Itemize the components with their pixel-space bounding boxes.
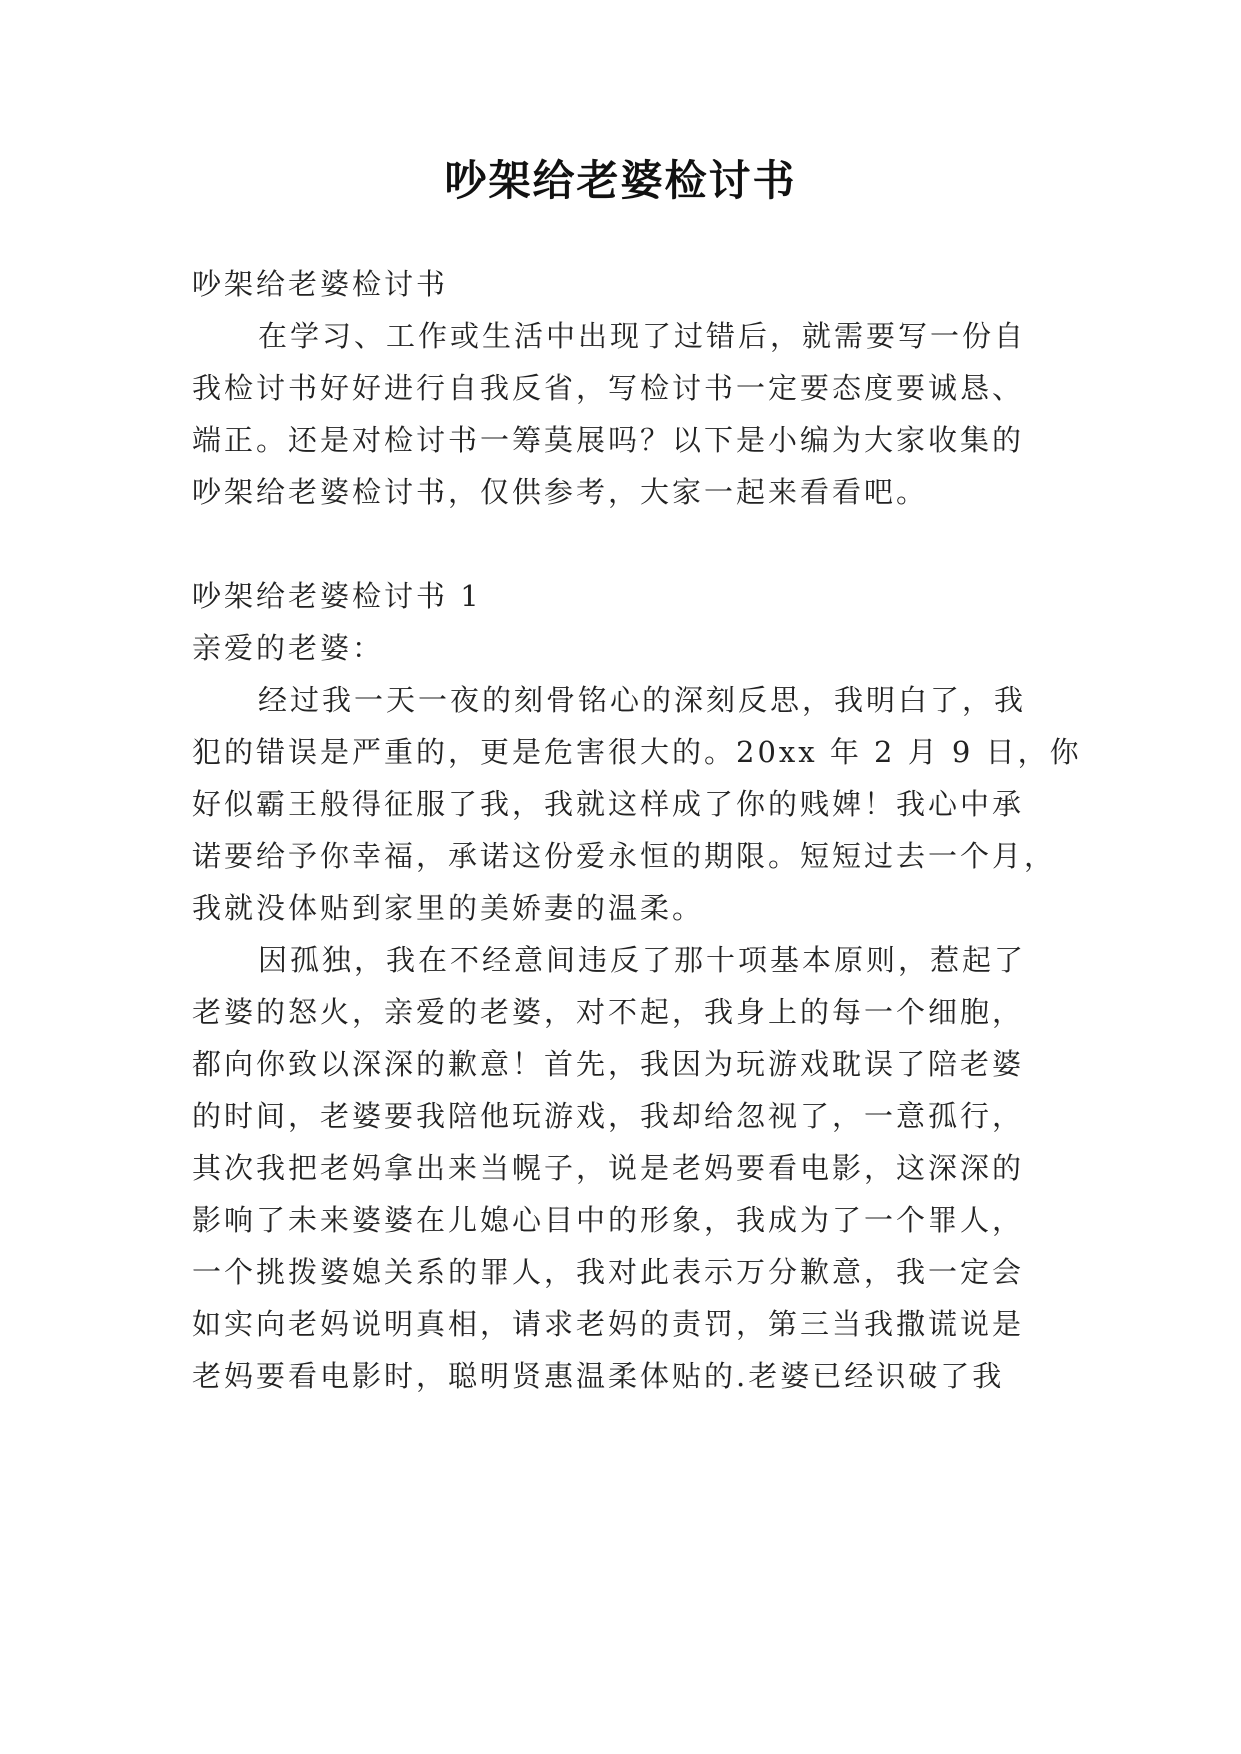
paragraph-line: 一个挑拨婆媳关系的罪人，我对此表示万分歉意，我一定会: [192, 1255, 1025, 1289]
subtitle: 吵架给老婆检讨书: [192, 267, 449, 301]
paragraph-line: 其次我把老妈拿出来当幌子，说是老妈要看电影，这深深的: [192, 1151, 1025, 1185]
intro-line: 我检讨书好好进行自我反省，写检讨书一定要态度要诚恳、: [192, 371, 1025, 405]
paragraph-line: 老妈要看电影时，聪明贤惠温柔体贴的.老婆已经识破了我: [192, 1359, 1005, 1393]
paragraph-line: 我就没体贴到家里的美娇妻的温柔。: [192, 891, 705, 925]
paragraph-line: 好似霸王般得征服了我，我就这样成了你的贱婢！我心中承: [192, 787, 1025, 821]
paragraph-line: 因孤独，我在不经意间违反了那十项基本原则，惹起了: [258, 943, 1027, 977]
paragraph-line: 诺要给予你幸福，承诺这份爱永恒的期限。短短过去一个月，: [192, 839, 1057, 873]
intro-line: 吵架给老婆检讨书，仅供参考，大家一起来看看吧。: [192, 475, 929, 509]
document-title: 吵架给老婆检讨书: [444, 156, 797, 205]
paragraph-line: 都向你致以深深的歉意！首先，我因为玩游戏耽误了陪老婆: [192, 1047, 1025, 1081]
paragraph-line: 老婆的怒火，亲爱的老婆，对不起，我身上的每一个细胞，: [192, 995, 1025, 1029]
section-heading: 吵架给老婆检讨书 1: [192, 579, 482, 613]
paragraph-line: 影响了未来婆婆在儿媳心目中的形象，我成为了一个罪人，: [192, 1203, 1025, 1237]
paragraph-line: 如实向老妈说明真相，请求老妈的责罚，第三当我撒谎说是: [192, 1307, 1025, 1341]
intro-line: 在学习、工作或生活中出现了过错后，就需要写一份自: [258, 319, 1027, 353]
salutation: 亲爱的老婆：: [192, 631, 385, 665]
paragraph-line: 的时间，老婆要我陪他玩游戏，我却给忽视了，一意孤行，: [192, 1099, 1025, 1133]
paragraph-line: 犯的错误是严重的，更是危害很大的。20xx 年 2 月 9 日，你: [192, 735, 1082, 769]
intro-line: 端正。还是对检讨书一筹莫展吗？以下是小编为大家收集的: [192, 423, 1025, 457]
paragraph-line: 经过我一天一夜的刻骨铭心的深刻反思，我明白了，我: [258, 683, 1027, 717]
